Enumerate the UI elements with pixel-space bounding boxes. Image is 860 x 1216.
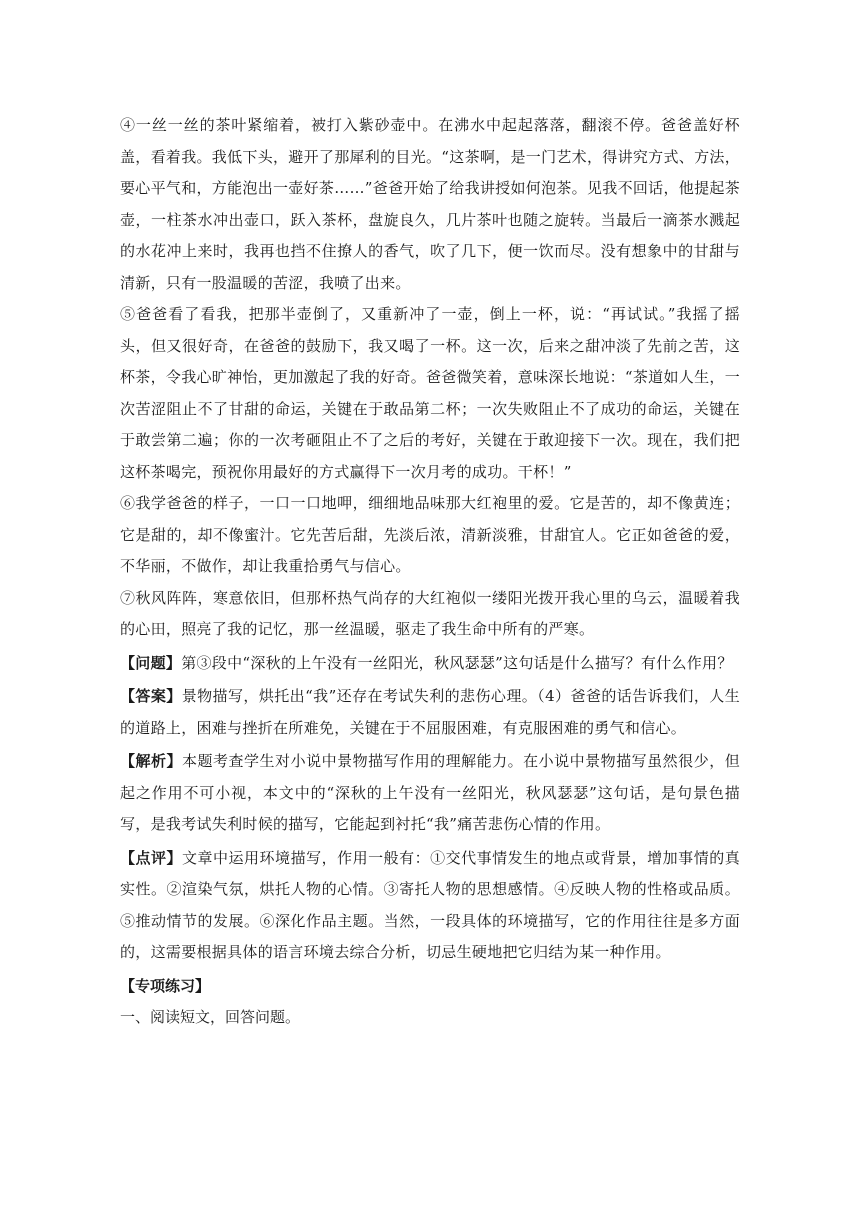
document-page — [120, 110, 740, 1034]
answer-tag: 【答案】 — [120, 687, 182, 705]
explanation-block — [120, 746, 740, 841]
answer-text: 景物描写，烘托出“我”还存在考试失利的悲伤心理。（4）爸爸的话告诉我们，人生的道路上，困难与挫折在所难免，关键在于不屈服困难，有克服困难的勇气和信心。 — [120, 687, 740, 737]
question-text: 第③段中“深秋的上午没有一丝阳光，秋风瑟瑟”这句话是什么描写？有什么作用？ — [181, 653, 733, 672]
story-paragraph-6: ⑥我学爸爸的样子，一口一口地呷，细细地品味那大红袍里的爱。它是苦的，却不像黄连；它是甜的，却不像蜜汁。它先苦后甜，先淡后浓，清新淡雅，甘甜宜人。它正如爸爸的爱，不华丽，不做作，却让我重拾勇气与信心。 — [120, 494, 740, 575]
practice-section-title: 【专项练习】 — [120, 976, 211, 995]
story-paragraph-4: ④一丝一丝的茶叶紧缩着，被打入紫砂壶中。在沸水中起起落落，翻滚不停。爸爸盖好杯盖，看着我。我低下头，避开了那犀利的目光。“这茶啊，是一门艺术，得讲究方式、方法，要心平气和，方能泡出一壶好茶……”爸爸开始了给我讲授如何泡茶。见我不回话，他提起茶壶，一柱茶水冲出壶口，跃入茶杯，盘旋良久，几片茶叶也随之旋转。当最后一滴茶水溅起的水花冲上来时，我再也挡不住撩人的香气，吹了几下，便一饮而尽。没有想象中的甘甜与清新，只有一股温暖的苦涩，我喷了出来。 — [120, 116, 740, 292]
comment-block — [120, 843, 740, 969]
explanation-tag: 【解析】 — [120, 752, 183, 770]
answer-block — [120, 681, 740, 744]
comment-text: 文章中运用环境描写，作用一般有：①交代事情发生的地点或背景，增加事情的真实性。②渲染气氛，烘托人物的心情。③寄托人物的思想感情。④反映人物的性格或品质。⑤推动情节的发展。⑥深化作品主题。当然，一段具体的环境描写，它的作用往往是多方面的，这需要根据具体的语言环境去综合分析，切忌生硬地把它归结为某一种作用。 — [120, 848, 741, 961]
practice-instruction: 一、阅读短文，回答问题。 — [120, 1008, 301, 1026]
comment-tag: 【点评】 — [120, 848, 183, 867]
story-paragraph-5: ⑤爸爸看了看我，把那半壶倒了，又重新冲了一壶，倒上一杯，说：“再试试。”我摇了摇头，但又很好奇，在爸爸的鼓励下，我又喝了一杯。这一次，后来之甜冲淡了先前之苦，这杯茶，令我心旷神怡，更加激起了我的好奇。爸爸微笑着，意味深长地说：“茶道如人生，一次苦涩阻止不了甘甜的命运，关键在于敢品第二杯；一次失败阻止不了成功的命运，关键在于敢尝第二遍；你的一次考砸阻止不了之后的考好，关键在于敢迎接下一次。现在，我们把这杯茶喝完，预祝你用最好的方式赢得下一次月考的成功。干杯！” — [120, 305, 740, 481]
explanation-text: 本题考查学生对小说中景物描写作用的理解能力。在小说中景物描写虽然很少，但起之作用不可小视，本文中的“深秋的上午没有一丝阳光，秋风瑟瑟”这句话，是句景色描写，是我考试失利时候的描写，它能起到衬托“我”痛苦悲伤心情的作用。 — [120, 752, 741, 833]
question-tag: 【问题】 — [120, 653, 182, 672]
story-paragraph-7: ⑦秋风阵阵，寒意依旧，但那杯热气尚存的大红袍似一缕阳光拨开我心里的乌云，温暖着我的心田，照亮了我的记忆，那一丝温暖，驱走了我生命中所有的严寒。 — [120, 588, 740, 638]
question-block — [120, 648, 740, 680]
